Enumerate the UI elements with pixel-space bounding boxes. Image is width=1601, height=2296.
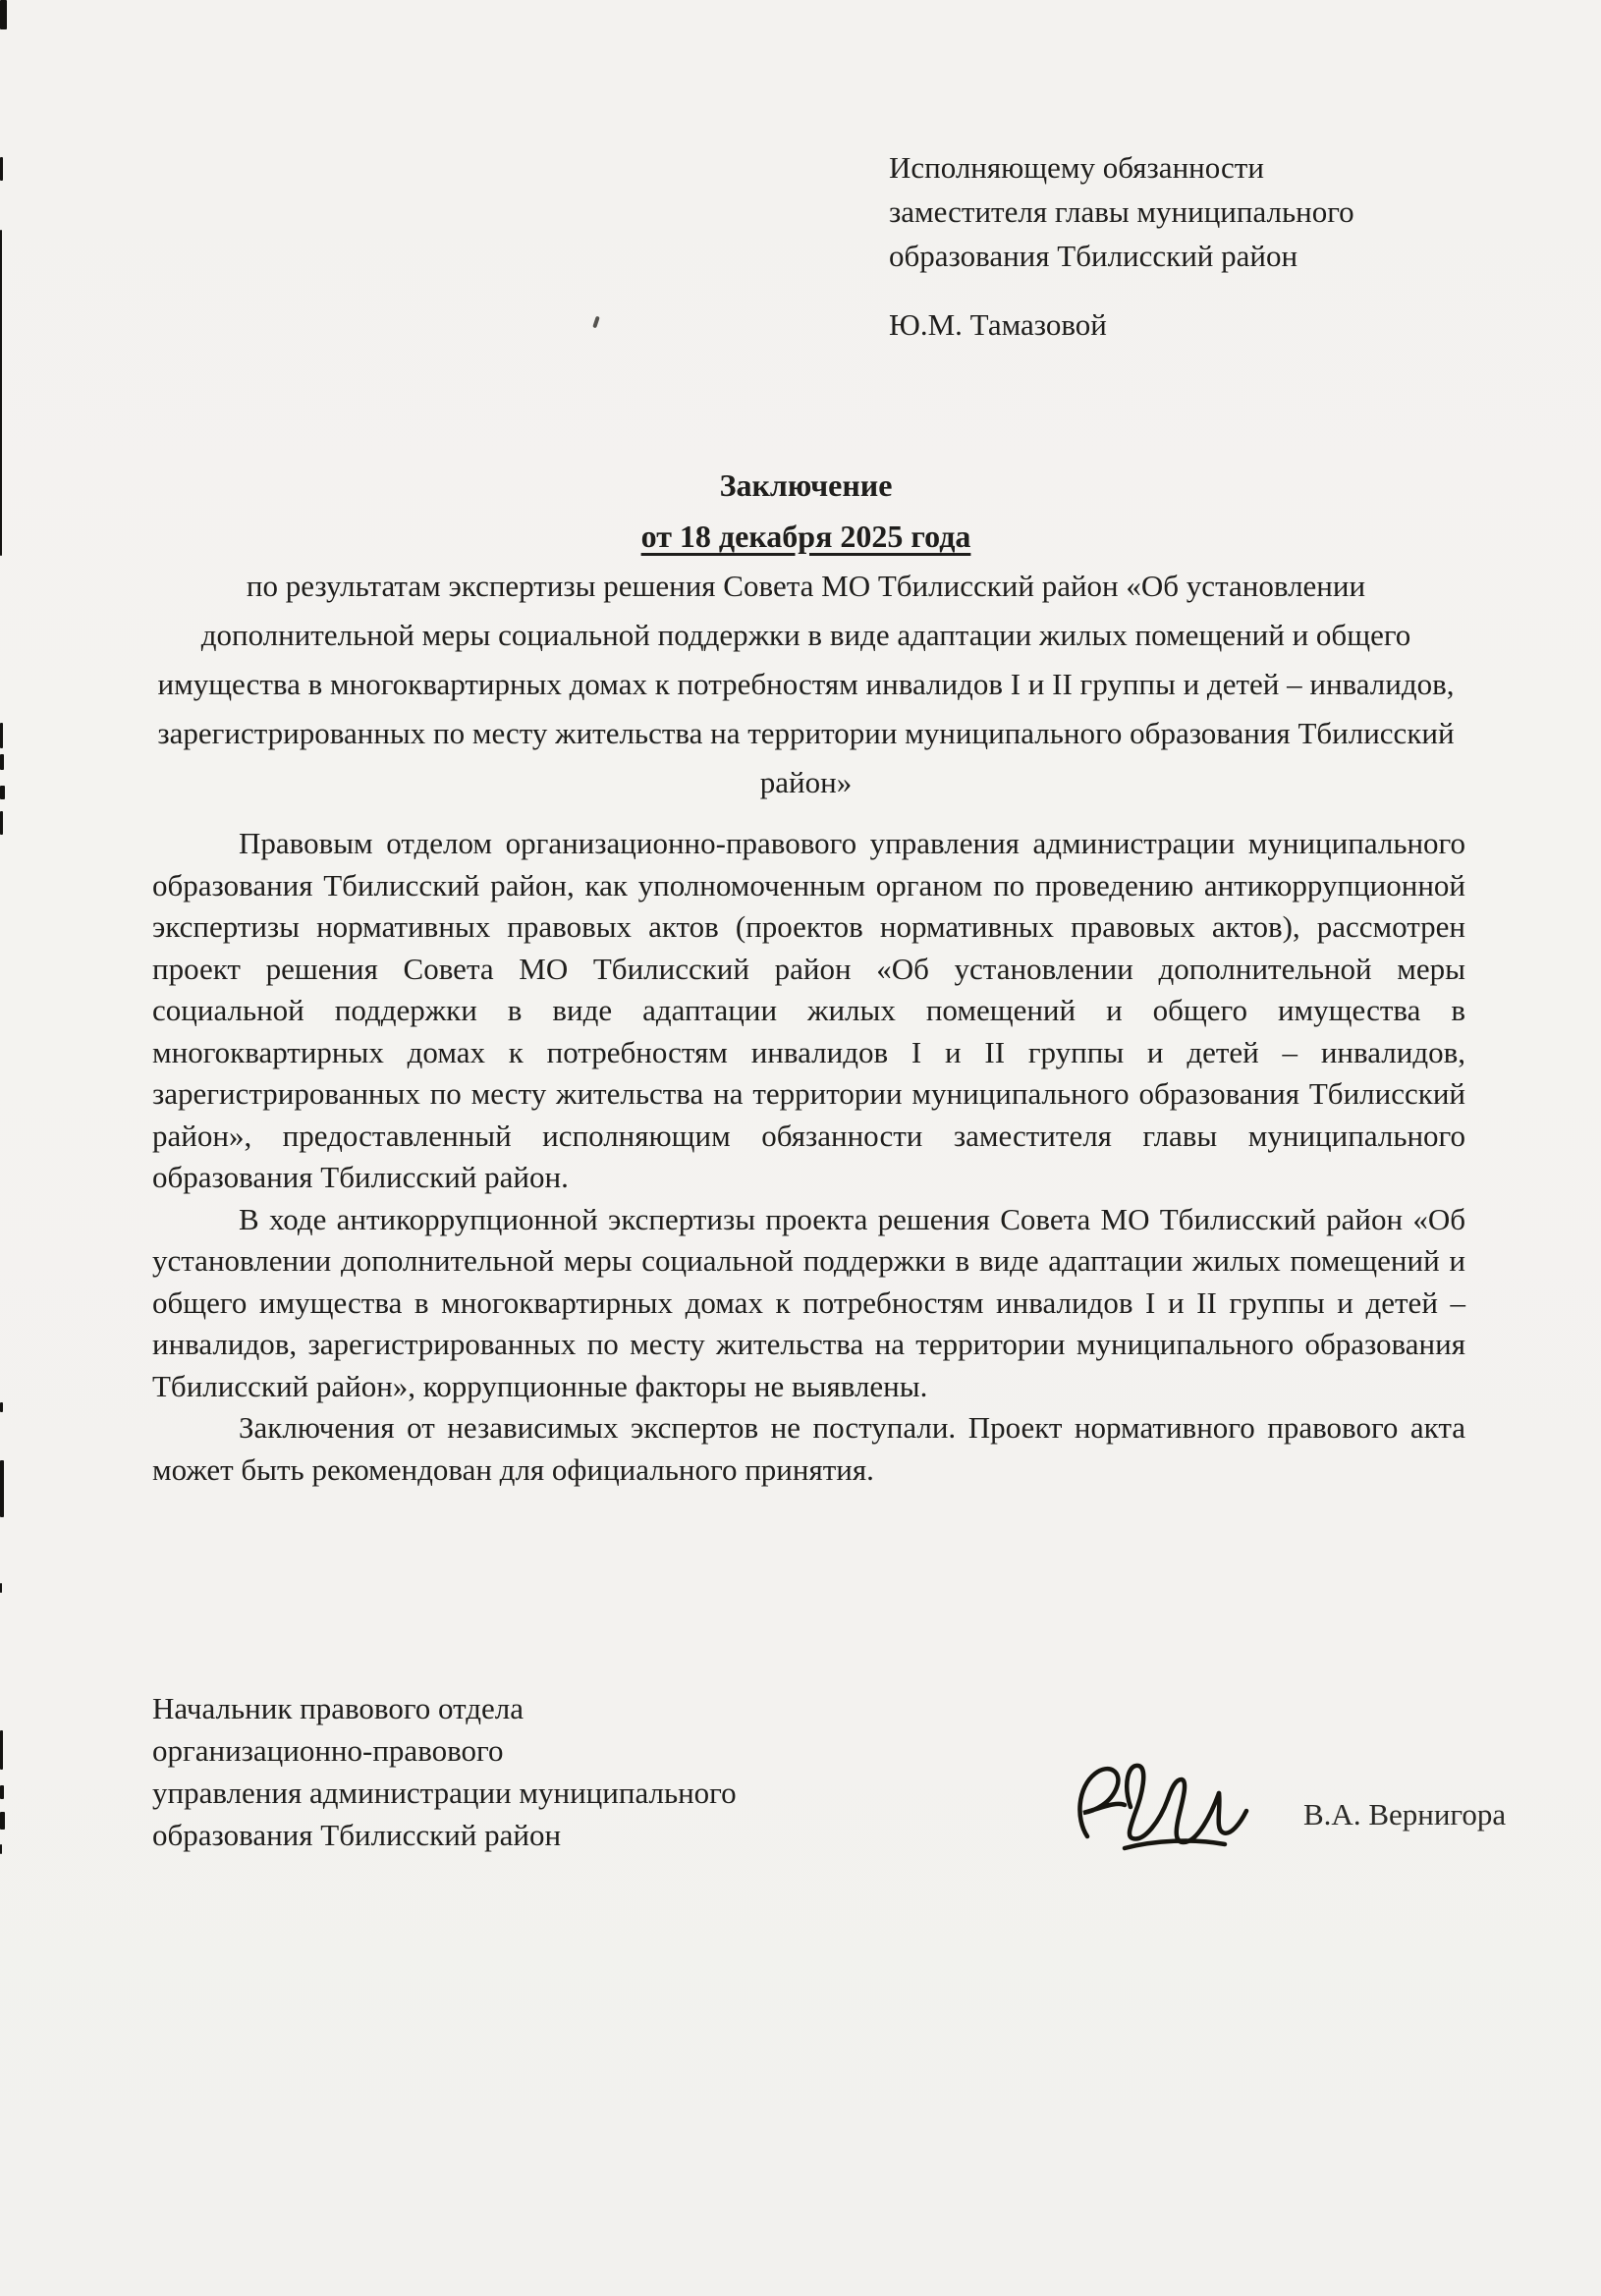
scan-artifact	[0, 1812, 5, 1830]
scan-artifact	[0, 1785, 4, 1799]
scan-artifact	[0, 1583, 2, 1593]
signer-position-line: управления администрации муниципального	[152, 1776, 737, 1810]
addressee-line: образования Тбилисский район	[889, 239, 1298, 273]
scan-artifact	[0, 1402, 3, 1412]
document-body	[152, 823, 1465, 1491]
scan-artifact	[0, 0, 7, 29]
signer-position	[152, 1687, 781, 1856]
signer-position-line: Начальник правового отдела	[152, 1691, 524, 1725]
body-paragraph: В ходе антикоррупционной экспертизы проекта решения Совета МО Тбилисский район «Об установлении дополнительной меры социальной поддержки в виде адаптации жилых помещений и общего имущества в многоквартирных домах к потребностям инвалидов I и II группы и детей – инвалидов, зарегистрированных по месту жительства на территории муниципального образования Тбилисский район», коррупционные факторы не выявлены.	[152, 1201, 1465, 1403]
scan-artifact	[0, 1730, 3, 1770]
scan-artifact	[0, 754, 4, 770]
addressee-block	[889, 145, 1459, 347]
signer-position-line: образования Тбилисский район	[152, 1818, 562, 1852]
signer-name: В.А. Вернигора	[1303, 1797, 1507, 1831]
scan-artifact	[0, 230, 2, 556]
addressee-line: заместителя главы муниципального	[889, 194, 1354, 229]
scan-artifact	[0, 157, 3, 181]
scan-artifact	[0, 786, 5, 799]
document-title: Заключение	[719, 467, 893, 503]
scan-artifact	[0, 723, 3, 748]
body-paragraph: Заключения от независимых экспертов не поступали. Проект нормативного правового акта может быть рекомендован для официального принятия.	[152, 1410, 1465, 1487]
scan-artifact	[0, 1844, 2, 1854]
scan-artifact	[0, 811, 3, 835]
document-date: от 18 декабря 2025 года	[640, 519, 971, 554]
scan-artifact	[0, 1460, 4, 1517]
addressee-name: Ю.М. Тамазовой	[889, 307, 1107, 342]
signature-block	[152, 1687, 1507, 1903]
body-paragraph: Правовым отделом организационно-правового управления администрации муниципального образования Тбилисский район, как уполномоченным органом по проведению антикоррупционной экспертизы нормативных правовых актов (проектов нормативных правовых актов), рассмотрен проект решения Совета МО Тбилисский район «Об установлении дополнительной меры социальной поддержки в виде адаптации жилых помещений и общего имущества в многоквартирных домах к потребностям инвалидов I и II группы и детей – инвалидов, зарегистрированных по месту жительства на территории муниципального образования Тбилисский район», предоставленный исполняющим обязанности заместителя главы муниципального образования Тбилисский район.	[152, 826, 1465, 1194]
signer-position-line: организационно-правового	[152, 1733, 504, 1768]
document-title-block	[145, 460, 1466, 807]
scan-speck	[592, 316, 600, 329]
handwritten-signature	[1066, 1754, 1252, 1862]
addressee-line: Исполняющему обязанности	[889, 150, 1264, 185]
document-subject: по результатам экспертизы решения Совета МО Тбилисский район «Об установлении дополнительной меры социальной поддержки в виде адаптации жилых помещений и общего имущества в многоквартирных домах к потребностям инвалидов I и II группы и детей – инвалидов, зарегистрированных по месту жительства на территории муниципального образования Тбилисский район»	[157, 569, 1455, 799]
